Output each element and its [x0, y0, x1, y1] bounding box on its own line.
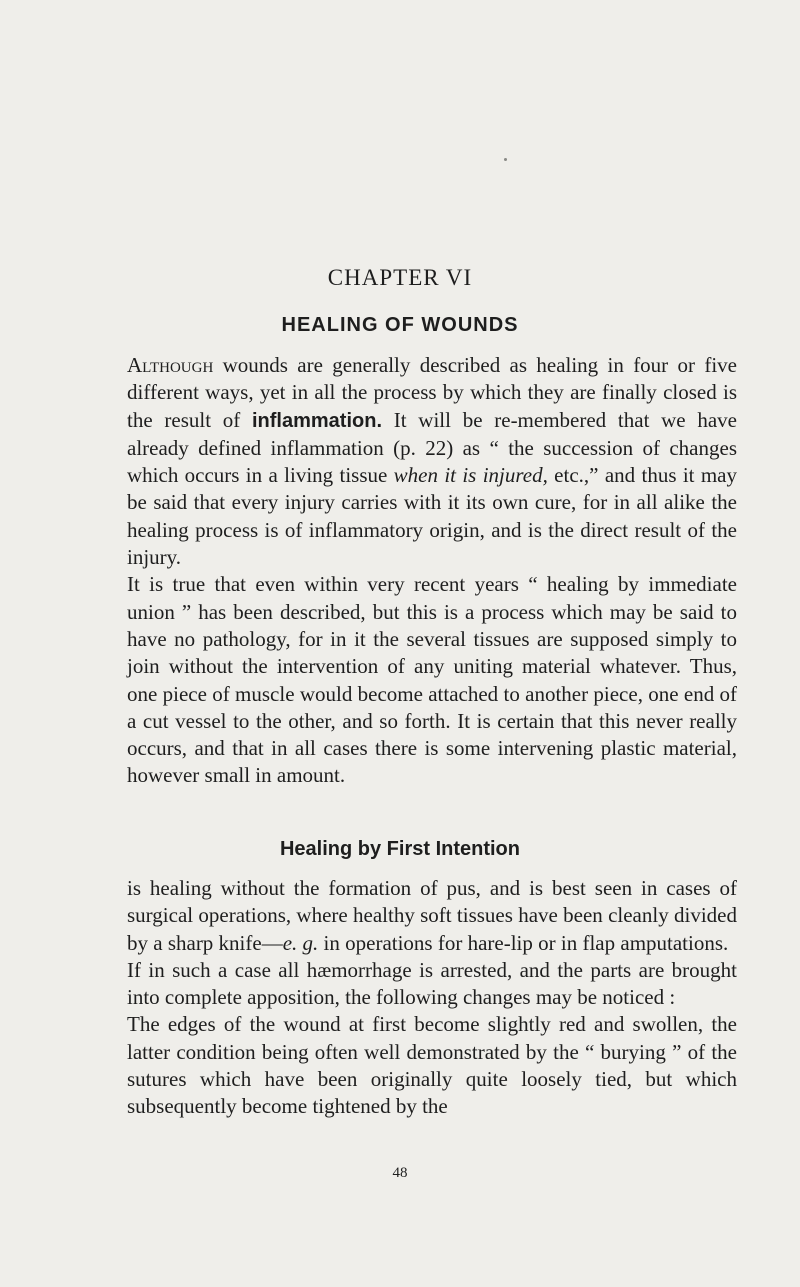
- lead-word: Although: [127, 353, 214, 377]
- italic-phrase: when it is injured,: [393, 463, 548, 488]
- chapter-heading: CHAPTER VI: [327, 265, 473, 290]
- paragraph-3-text-a: is healing without the formation of pus, and is best seen in cases of surgical operations, where healthy soft tissues have been cleanly divided by a sharp knife—: [127, 876, 737, 955]
- section-heading: Healing by First Intention: [279, 838, 520, 860]
- body-text-lower: [127, 875, 737, 1121]
- paragraph-1-text-b: It will be re-membered that we have already defined inflammation (p. 22) as “ the succession of changes which occurs in a living tissue: [127, 407, 737, 488]
- italic-abbrev: e. g.: [282, 930, 319, 955]
- paragraph-3-text-b: in operations for hare-lip or in flap amputations.: [318, 930, 729, 955]
- paper-speck: [504, 158, 507, 161]
- page-number: 48: [392, 1165, 408, 1181]
- paragraph-2: It is true that even within very recent years “ healing by immediate union ” has been described, but this is a process which may be said to have no pathology, for in it the several tissues are supposed simply to join without the intervention of any uniting material whatever. Thus, one piece of muscle would become attached to another piece, one end of a cut vessel to the other, and so forth. It is certain that this never really occurs, and that in all cases there is some intervening plastic material, however small in amount.: [127, 572, 737, 788]
- paragraph-1: [127, 352, 737, 571]
- paragraph-1-text-c: etc.,” and thus it may be said that every injury carries with it its own cure, for in all alike the healing process is of inflammatory origin, and is the direct result of the injury.: [127, 463, 738, 570]
- paragraph-5: The edges of the wound at first become slightly red and swollen, the latter condition being often well demonstrated by the “ burying ” of the sutures which have been originally quite loosely tied, but which subsequently become tightened by the: [127, 1012, 737, 1119]
- bold-term: inflammation.: [252, 409, 383, 432]
- paragraph-4: If in such a case all hæmorrhage is arrested, and the parts are brought into complete apposition, the following changes may be noticed :: [127, 957, 737, 1010]
- chapter-title: HEALING OF WOUNDS: [281, 314, 519, 336]
- paragraph-3: [127, 875, 737, 957]
- paragraph-1-text-a: wounds are generally described as healing in four or five different ways, yet in all the process by which they are finally closed is the result of: [127, 353, 737, 432]
- body-text-upper: [127, 352, 737, 790]
